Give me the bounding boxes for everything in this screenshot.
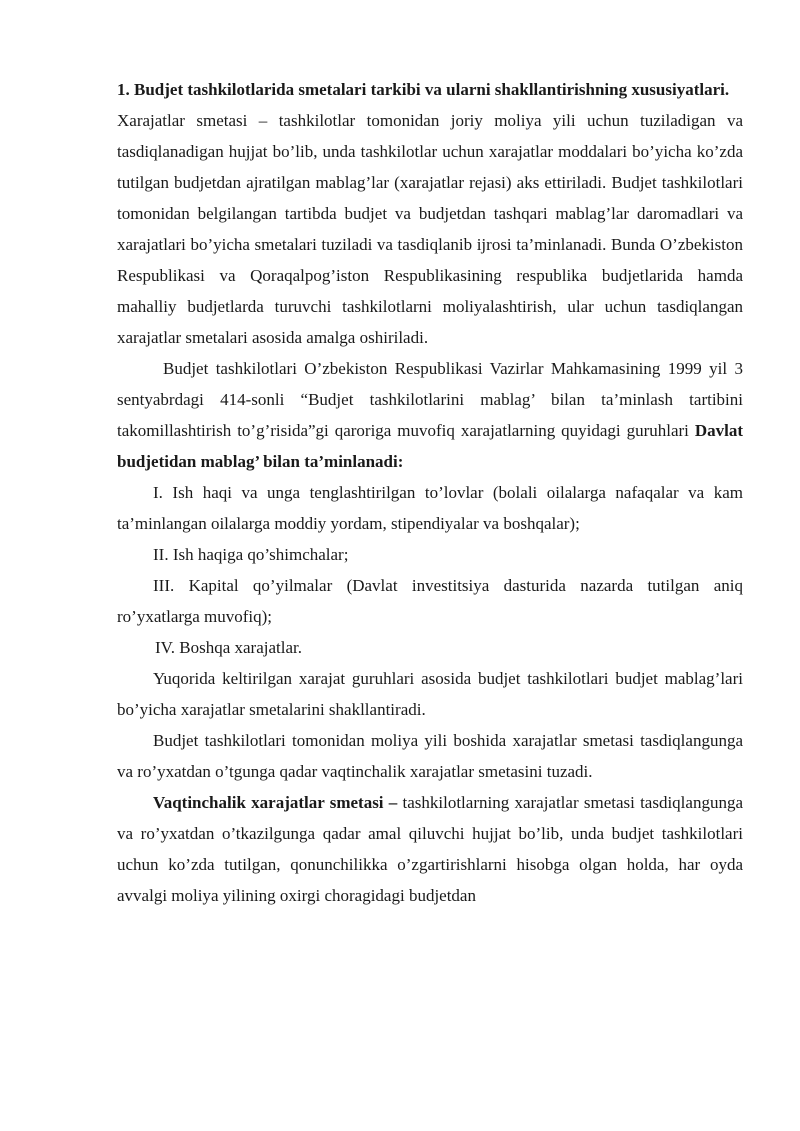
- paragraph-temporary-definition-text: tashkilotlarning xarajatlar smetasi tasdiqlangunga va ro’yxatdan o’tkazilgunga qadar amal qiluvchi hujjat bo’lib, unda budjet tashkilotlari uchun ko’zda tutilgan, qonunchilikka o’zgartirishlarni hisobga olgan holda, har oyda avvalgi moliya yilining oxirgi choragidagi budjetdan: [117, 793, 743, 905]
- term-temporary-estimate: Vaqtinchalik xarajatlar smetasi –: [153, 793, 398, 812]
- section-title: Budjet tashkilotlarida smetalari tarkibi va ularni shakllantirishning xususiyatlari.: [134, 80, 730, 99]
- list-item-3: III. Kapital qo’yilmalar (Davlat investitsiya dasturida nazarda tutilgan aniq ro’yxatlarga muvofiq);: [117, 576, 743, 626]
- paragraph-temporary-definition: [117, 787, 743, 911]
- section-heading: [117, 74, 743, 105]
- paragraph-resolution-text: Budjet tashkilotlari O’zbekiston Respublikasi Vazirlar Mahkamasining 1999 yil 3 sentyabrdagi 414-sonli “Budjet tashkilotlarini mablag’ bilan ta’minlash tartibini takomillashtirish to’g’risida”gi qaroriga muvofiq xarajatlarning quyidagi guruhlari: [117, 359, 743, 440]
- list-item-4: IV. Boshqa xarajatlar.: [155, 638, 302, 657]
- paragraph-resolution-bold: Davlat budjetidan mablag’ bilan ta’minlanadi:: [117, 421, 743, 471]
- paragraph-resolution: [117, 353, 743, 477]
- paragraph-temporary: Budjet tashkilotlari tomonidan moliya yili boshida xarajatlar smetasi tasdiqlangunga va ro’yxatdan o’tgunga qadar vaqtinchalik xarajatlar smetasini tuzadi.: [117, 731, 743, 781]
- paragraph-groups: Yuqorida keltirilgan xarajat guruhlari asosida budjet tashkilotlari budjet mablag’lari bo’yicha xarajatlar smetalarini shakllantiradi.: [117, 669, 743, 719]
- paragraph-definition: Xarajatlar smetasi – tashkilotlar tomonidan joriy moliya yili uchun tuziladigan va tasdiqlanadigan hujjat bo’lib, unda tashkilotlar uchun xarajatlar moddalari bo’yicha ko’zda tutilgan budjetdan ajratilgan mablag’lar (xarajatlar rejasi) aks ettiriladi. Budjet tashkilotlari tomonidan belgilangan tartibda budjet va budjetdan tashqari mablag’lar daromadlari va xarajatlari bo’yicha smetalari tuziladi va tasdiqlanib ijrosi ta’minlanadi. Bunda O’zbekiston Respublikasi va Qoraqalpog’iston Respublikasining respublika budjetlarida hamda mahalliy budjetlarda turuvchi tashkilotlarni moliyalashtirish, ular uchun tasdiqlangan xarajatlar smetalari asosida amalga oshiriladi.: [117, 111, 743, 347]
- list-item-2: II. Ish haqiga qo’shimchalar;: [153, 545, 349, 564]
- section-number: 1.: [117, 80, 130, 99]
- document-page: [117, 74, 743, 911]
- list-item-1: I. Ish haqi va unga tenglashtirilgan to’lovlar (bolali oilalarga nafaqalar va kam ta’minlangan oilalarga moddiy yordam, stipendiyalar va boshqalar);: [117, 483, 743, 533]
